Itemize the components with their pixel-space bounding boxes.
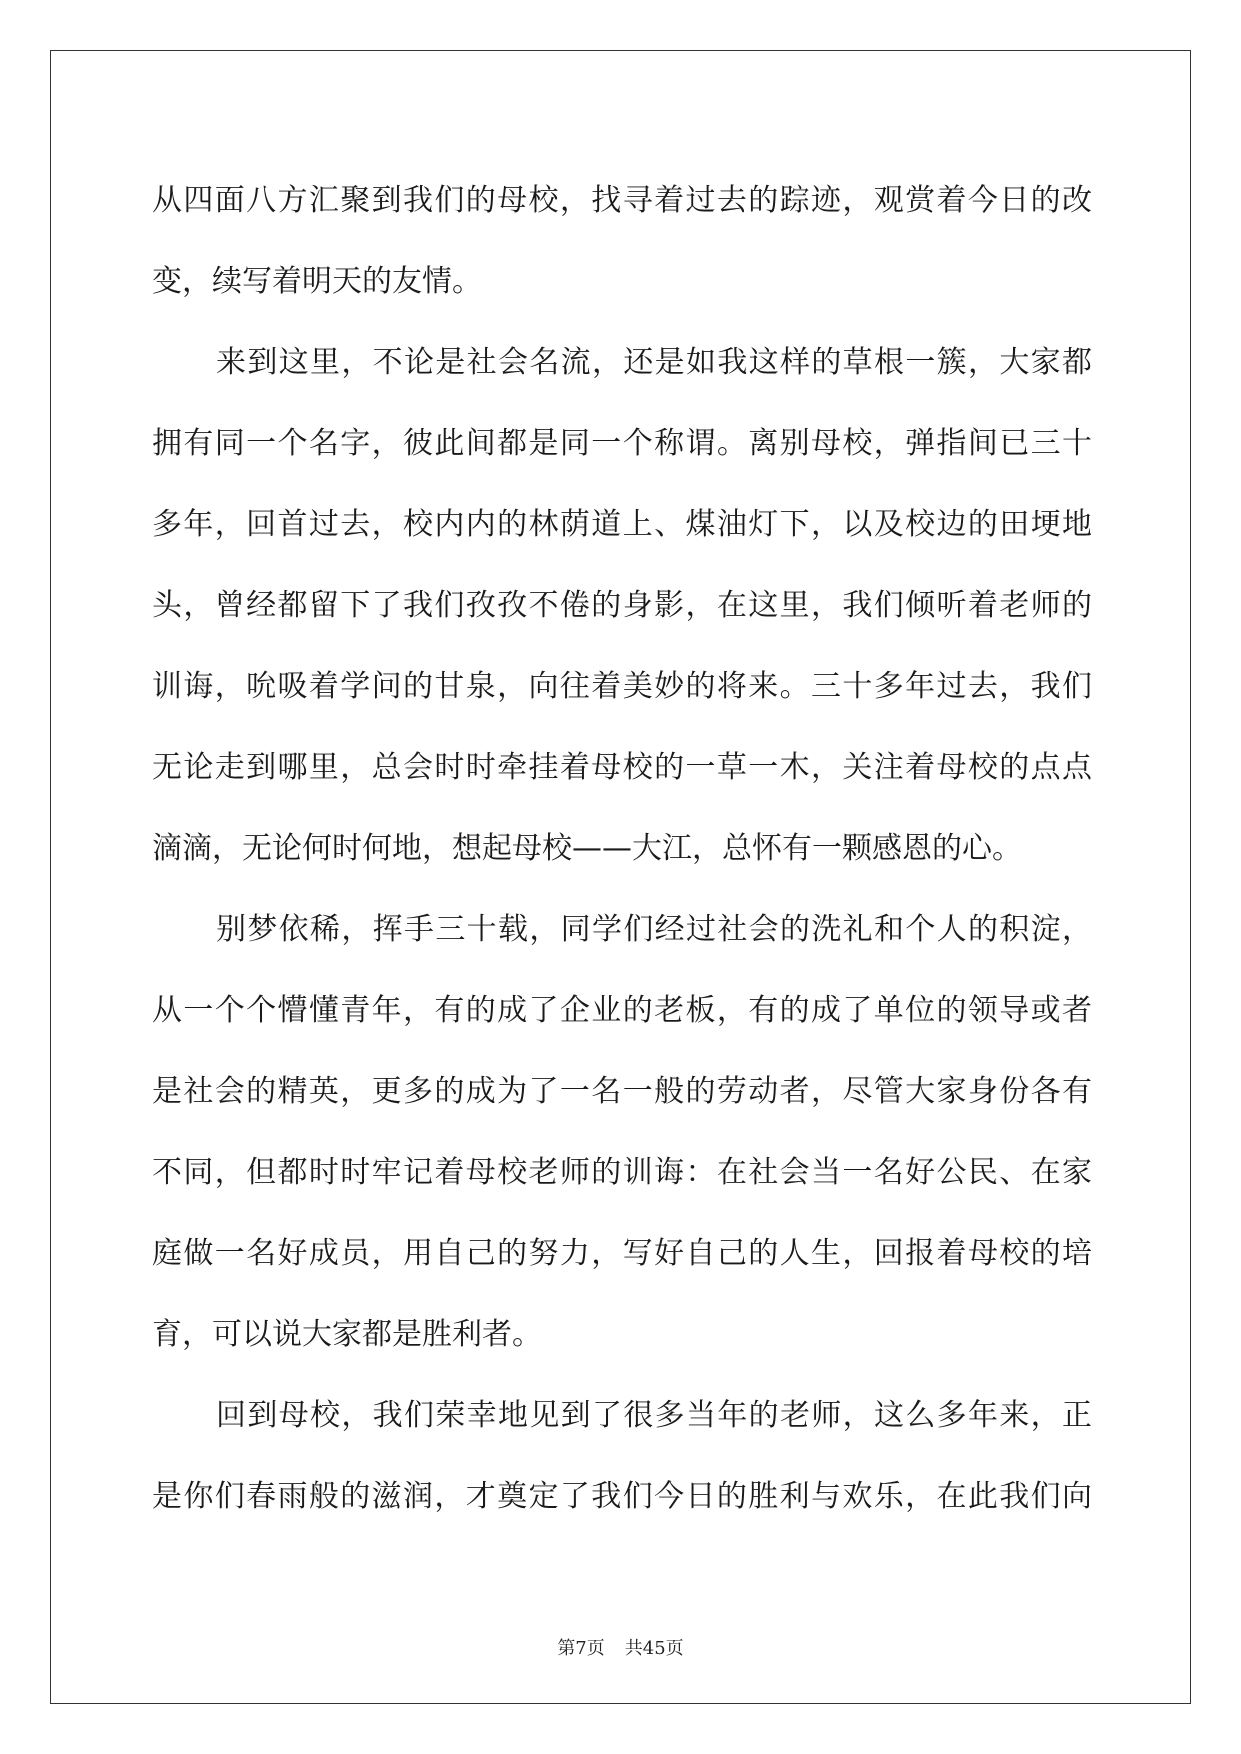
- text-line: 无论走到哪里，总会时时牵挂着母校的一草一木，关注着母校的点点: [152, 750, 1092, 785]
- text-line: 别梦依稀，挥手三十载，同学们经过社会的洗礼和个人的积淀，: [216, 912, 1092, 947]
- page-total: 共45页: [624, 1638, 684, 1659]
- text-line: 变，续写着明天的友情。: [152, 264, 482, 299]
- text-line: 庭做一名好成员，用自己的努力，写好自己的人生，回报着母校的培: [152, 1236, 1092, 1271]
- text-line: 来到这里，不论是社会名流，还是如我这样的草根一簇，大家都: [216, 345, 1092, 380]
- text-line: 从一个个懵懂青年，有的成了企业的老板，有的成了单位的领导或者: [152, 993, 1092, 1028]
- page-number: 第7页: [557, 1638, 605, 1659]
- text-line: 拥有同一个名字，彼此间都是同一个称谓。离别母校，弹指间已三十: [152, 426, 1092, 461]
- text-line: 训诲，吮吸着学问的甘泉，向往着美妙的将来。三十多年过去，我们: [152, 669, 1092, 704]
- document-body: [152, 160, 1092, 1537]
- text-line: 是你们春雨般的滋润，才奠定了我们今日的胜利与欢乐，在此我们向: [152, 1479, 1092, 1514]
- text-line: 滴滴，无论何时何地，想起母校——大江，总怀有一颗感恩的心。: [152, 831, 1022, 866]
- text-line: 头，曾经都留下了我们孜孜不倦的身影，在这里，我们倾听着老师的: [152, 588, 1092, 623]
- text-line: 从四面八方汇聚到我们的母校，找寻着过去的踪迹，观赏着今日的改: [152, 183, 1092, 218]
- text-line: 回到母校，我们荣幸地见到了很多当年的老师，这么多年来，正: [216, 1398, 1092, 1433]
- text-line: 育，可以说大家都是胜利者。: [152, 1317, 542, 1352]
- text-line: 是社会的精英，更多的成为了一名一般的劳动者，尽管大家身份各有: [152, 1074, 1092, 1109]
- page-footer: [0, 1634, 1241, 1660]
- text-line: 多年，回首过去，校内内的林荫道上、煤油灯下，以及校边的田埂地: [152, 507, 1092, 542]
- text-line: 不同，但都时时牢记着母校老师的训诲：在社会当一名好公民、在家: [152, 1155, 1092, 1190]
